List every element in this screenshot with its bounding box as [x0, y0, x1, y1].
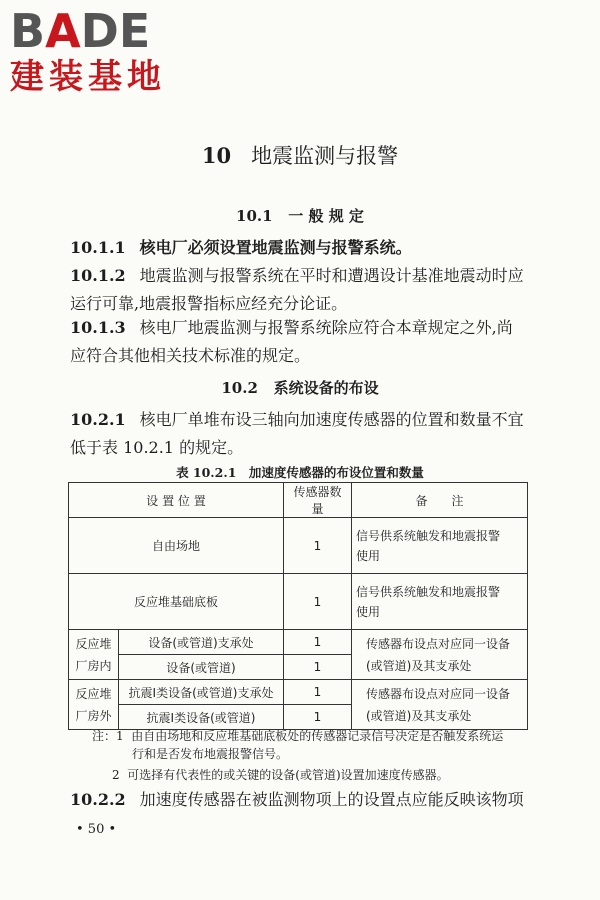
column-header: 设 置 位 置: [69, 483, 284, 518]
group-cell: 反应堆 厂房外: [69, 680, 119, 730]
group-cell: 反应堆 厂房内: [69, 630, 119, 680]
clause: 10.1.3 核电厂地震监测与报警系统除应符合本章规定之外,尚 应符合其他相关技术标准的规定。: [70, 318, 513, 365]
logo-subtitle: 建装基地: [10, 57, 166, 97]
clause: 10.1.2 地震监测与报警系统在平时和遭遇设计基准地震动时应 运行可靠,地震报警指标应经充分论证。: [70, 266, 524, 313]
page-number: • 50 •: [76, 822, 117, 837]
clause: 10.1.1 核电厂必须设置地震监测与报警系统。: [70, 238, 412, 257]
note-cell: 信号供系统触发和地震报警 使用: [352, 574, 528, 630]
column-header: 传感器数量: [284, 483, 352, 518]
location-cell: 反应堆基础底板: [69, 574, 284, 630]
table-caption: 表 10.2.1 加速度传感器的布设位置和数量: [176, 465, 424, 480]
location-cell: 抗震Ⅰ类设备(或管道): [119, 705, 284, 730]
table-row: [69, 518, 528, 574]
chapter-title: 10 地震监测与报警: [201, 143, 399, 168]
table-row: [69, 574, 528, 630]
table-row: [69, 630, 528, 655]
count-cell: 1: [284, 655, 352, 680]
logo-brand: BADE: [10, 4, 151, 58]
count-cell: 1: [284, 680, 352, 705]
note-cell: 传感器布设点对应同一设备 (或管道)及其支承处: [352, 630, 528, 680]
location-cell: 抗震Ⅰ类设备(或管道)支承处: [119, 680, 284, 705]
table-note: 2 可选择有代表性的或关键的设备(或管道)设置加速度传感器。: [112, 768, 449, 782]
note-cell: 传感器布设点对应同一设备 (或管道)及其支承处: [352, 680, 528, 730]
table-row: [69, 680, 528, 705]
location-cell: 设备(或管道)支承处: [119, 630, 284, 655]
count-cell: 1: [284, 574, 352, 630]
count-cell: 1: [284, 518, 352, 574]
location-cell: 自由场地: [69, 518, 284, 574]
clause: 10.2.2 加速度传感器在被监测物项上的设置点应能反映该物项: [70, 790, 524, 809]
table-header-row: [69, 483, 528, 518]
count-cell: 1: [284, 705, 352, 730]
column-header: 备 注: [352, 483, 528, 518]
table-note: 注：1 由自由场地和反应堆基础底板处的传感器记录信号决定是否触发系统运 行和是否发布地震报警信号。: [92, 729, 504, 761]
count-cell: 1: [284, 630, 352, 655]
section-heading: 10.2 系统设备的布设: [221, 379, 379, 397]
sensor-table: [68, 482, 528, 730]
location-cell: 设备(或管道): [119, 655, 284, 680]
section-heading: 10.1 一 般 规 定: [236, 207, 364, 225]
clause: 10.2.1 核电厂单堆布设三轴向加速度传感器的位置和数量不宜 低于表 10.2.1 的规定。: [70, 410, 524, 457]
logo: [10, 6, 166, 96]
note-cell: 信号供系统触发和地震报警 使用: [352, 518, 528, 574]
